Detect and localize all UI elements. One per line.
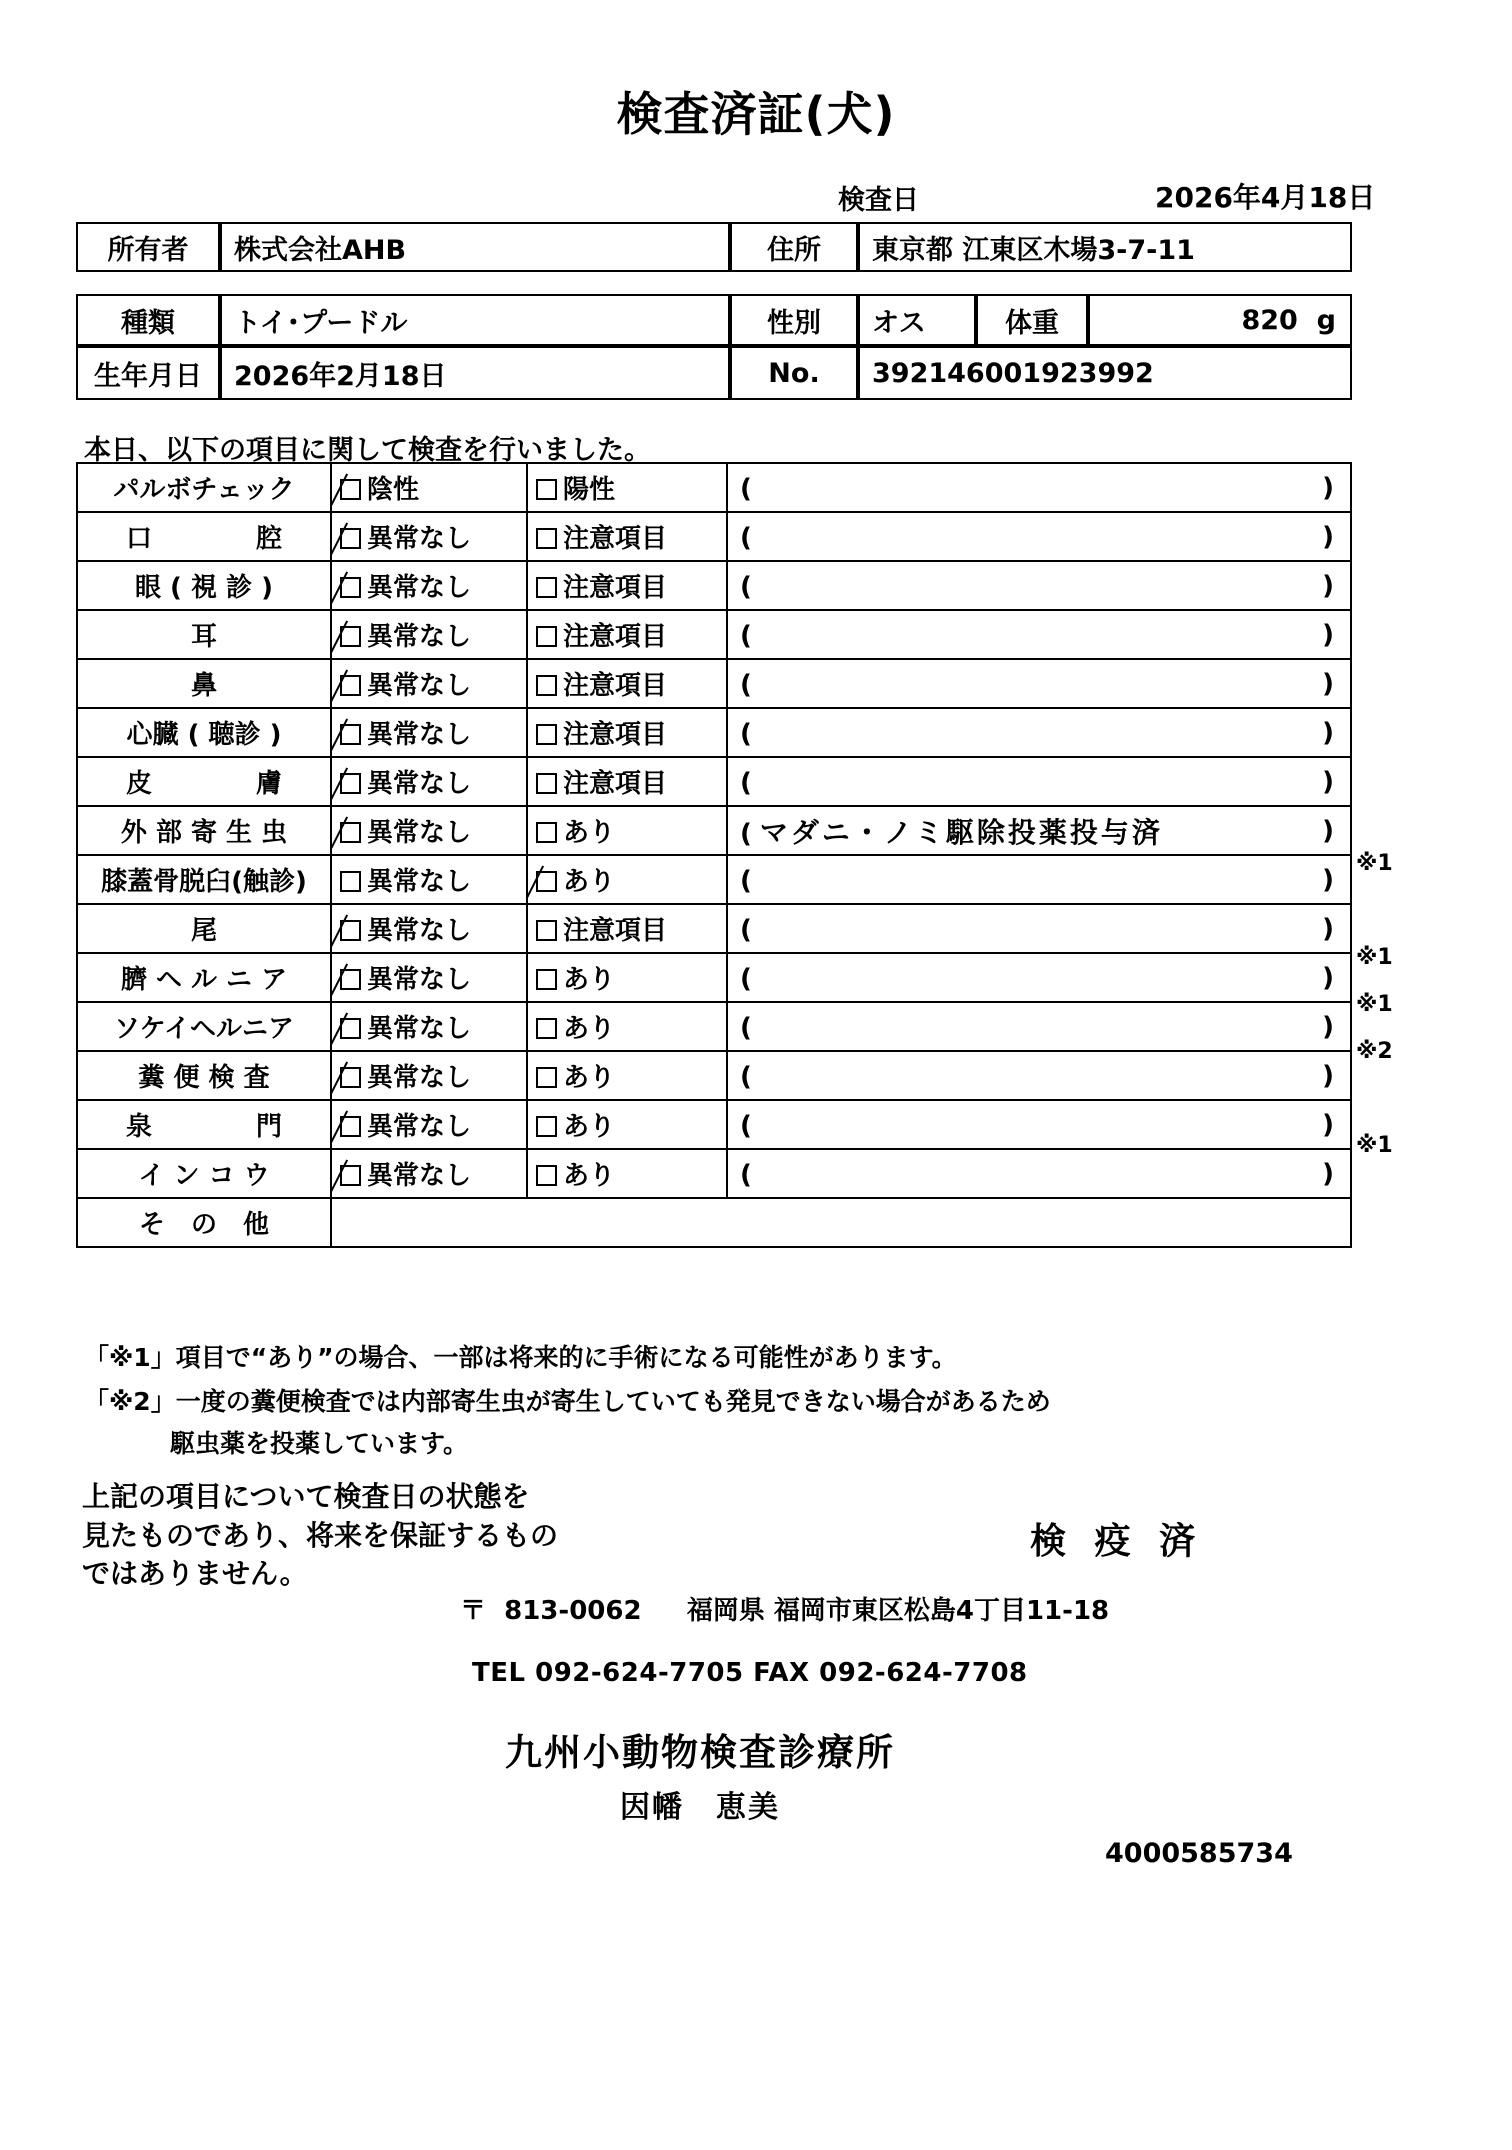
exam-option-secondary[interactable] (527, 708, 727, 757)
exam-option-primary[interactable] (331, 855, 527, 904)
exam-note-cell[interactable] (727, 806, 1351, 855)
paren-open: ( (740, 474, 752, 504)
exam-note-cell[interactable] (727, 708, 1351, 757)
option-label: 異常なし (367, 818, 472, 848)
paren-open: ( (740, 523, 752, 553)
exam-footnote-mark: ※1 (1356, 992, 1393, 1017)
table-row (77, 1100, 1351, 1149)
exam-item-label: 臍 ヘ ル ニ ア (77, 953, 331, 1002)
exam-other-label: そ の 他 (77, 1198, 331, 1247)
clinic-telfax: TEL 092-624-7705 FAX 092-624-7708 (472, 1658, 1028, 1688)
exam-item-label: イ ン コ ウ (77, 1149, 331, 1198)
checkbox-icon[interactable] (536, 773, 557, 794)
checkbox-checked-icon[interactable] (340, 626, 361, 647)
exam-option-secondary[interactable] (527, 463, 727, 512)
intro-text: 本日、以下の項目に関して検査を行いました。 (84, 435, 651, 466)
exam-option-primary[interactable] (331, 561, 527, 610)
table-row (77, 512, 1351, 561)
exam-note-cell[interactable] (727, 855, 1351, 904)
exam-option-secondary[interactable] (527, 855, 727, 904)
exam-note-cell[interactable] (727, 953, 1351, 1002)
paren-close: ) (1322, 815, 1334, 846)
exam-item-label: 眼 ( 視 診 ) (77, 561, 331, 610)
option-label: 異常なし (367, 524, 472, 554)
exam-option-primary[interactable] (331, 1002, 527, 1051)
table-row (77, 561, 1351, 610)
paren-close: ) (1322, 962, 1334, 993)
checkbox-checked-icon[interactable] (340, 675, 361, 696)
clinic-postal-code: 813-0062 (504, 1596, 642, 1626)
exam-note-cell[interactable] (727, 1002, 1351, 1051)
inspection-date-value: 2026年4月18日 (1155, 181, 1376, 214)
exam-note-cell[interactable] (727, 561, 1351, 610)
table-row (77, 1149, 1351, 1198)
exam-option-primary[interactable] (331, 708, 527, 757)
exam-option-secondary[interactable] (527, 610, 727, 659)
paren-open: ( (740, 915, 752, 945)
paren-close: ) (1322, 1060, 1334, 1091)
clinic-name: 九州小動物検査診療所 (505, 1731, 895, 1774)
owner-label: 所有者 (76, 222, 220, 272)
option-label: 注意項目 (563, 524, 668, 554)
paren-open: ( (740, 866, 752, 896)
checkbox-checked-icon[interactable] (340, 528, 361, 549)
option-label: 注意項目 (563, 769, 668, 799)
paren-close: ) (1322, 619, 1334, 650)
exam-item-label: 尾 (77, 904, 331, 953)
option-label: 異常なし (367, 720, 472, 750)
exam-option-primary[interactable] (331, 659, 527, 708)
paren-open: ( (740, 621, 752, 651)
option-label: 注意項目 (563, 916, 668, 946)
option-label: 異常なし (367, 671, 472, 701)
option-label: あり (563, 1063, 616, 1093)
checkbox-icon[interactable] (536, 1067, 557, 1088)
option-label: 異常なし (367, 867, 472, 897)
clinic-address-text: 福岡県 福岡市東区松島4丁目11-18 (686, 1596, 1110, 1626)
paren-close: ) (1322, 864, 1334, 895)
paren-close: ) (1322, 913, 1334, 944)
exam-option-primary[interactable] (331, 1149, 527, 1198)
address-value: 東京都 江東区木場3-7-11 (858, 222, 1352, 272)
exam-item-label: 膝蓋骨脱臼(触診) (77, 855, 331, 904)
exam-note-cell[interactable] (727, 463, 1351, 512)
no-label: No. (730, 346, 858, 400)
serial-number: 4000585734 (1105, 1838, 1293, 1869)
checkbox-icon[interactable] (536, 479, 557, 500)
exam-option-primary[interactable] (331, 610, 527, 659)
checkbox-icon[interactable] (536, 969, 557, 990)
exam-item-label: パルボチェック (77, 463, 331, 512)
inspection-date-label: 検査日 (838, 185, 919, 216)
owner-value: 株式会社AHB (220, 222, 730, 272)
postal-mark-icon: 〒 (460, 1596, 487, 1626)
table-row (77, 1051, 1351, 1100)
checkbox-icon[interactable] (536, 675, 557, 696)
footnote-1: 「※1」項目で“あり”の場合、一部は将来的に手術になる可能性があります。 (84, 1343, 957, 1372)
table-row (77, 610, 1351, 659)
checkbox-checked-icon[interactable] (340, 920, 361, 941)
table-row (77, 1002, 1351, 1051)
checkbox-icon[interactable] (340, 871, 361, 892)
exam-option-secondary[interactable] (527, 1051, 727, 1100)
exam-note-cell[interactable] (727, 512, 1351, 561)
page-title: 検査済証(犬) (616, 87, 896, 141)
exam-item-label: 泉 門 (77, 1100, 331, 1149)
exam-item-label: 心臓 ( 聴診 ) (77, 708, 331, 757)
weight-value-cell (1088, 294, 1352, 346)
exam-item-label: 外 部 寄 生 虫 (77, 806, 331, 855)
option-label: 陽性 (563, 475, 616, 505)
exam-note-cell[interactable] (727, 610, 1351, 659)
exam-item-label: 口 腔 (77, 512, 331, 561)
checkbox-checked-icon[interactable] (340, 1116, 361, 1137)
birth-label: 生年月日 (76, 346, 220, 400)
option-label: 注意項目 (563, 573, 668, 603)
option-label: 注意項目 (563, 622, 668, 652)
disclaimer-line-1: 上記の項目について検査日の状態を (82, 1480, 530, 1513)
checkbox-icon[interactable] (536, 528, 557, 549)
paren-close: ) (1322, 1109, 1334, 1140)
exam-item-label: 皮 膚 (77, 757, 331, 806)
no-value: 392146001923992 (858, 346, 1352, 400)
option-label: 陰性 (367, 475, 420, 505)
option-label: 異常なし (367, 916, 472, 946)
exam-footnote-mark: ※1 (1356, 1133, 1393, 1158)
table-row (77, 953, 1351, 1002)
paren-open: ( (740, 818, 752, 849)
paren-close: ) (1322, 521, 1334, 552)
paren-open: ( (740, 768, 752, 798)
exam-option-secondary[interactable] (527, 1002, 727, 1051)
checkbox-icon[interactable] (536, 822, 557, 843)
paren-open: ( (740, 1160, 752, 1190)
option-label: 異常なし (367, 622, 472, 652)
exam-note-cell[interactable] (727, 904, 1351, 953)
weight-label: 体重 (976, 294, 1088, 346)
table-row (77, 463, 1351, 512)
exam-option-primary[interactable] (331, 512, 527, 561)
option-label: 注意項目 (563, 720, 668, 750)
exam-option-primary[interactable] (331, 1100, 527, 1149)
exam-note-cell[interactable] (727, 757, 1351, 806)
exam-option-secondary[interactable] (527, 1149, 727, 1198)
table-row (77, 757, 1351, 806)
paren-open: ( (740, 572, 752, 602)
clinic-address (460, 1590, 1109, 1627)
checkbox-checked-icon[interactable] (340, 1018, 361, 1039)
option-label: あり (563, 1014, 616, 1044)
exam-item-label: 耳 (77, 610, 331, 659)
checkbox-icon[interactable] (536, 1165, 557, 1186)
checkbox-checked-icon[interactable] (340, 822, 361, 843)
exam-item-label: 鼻 (77, 659, 331, 708)
paren-open: ( (740, 964, 752, 994)
checkbox-checked-icon[interactable] (340, 479, 361, 500)
exam-option-primary[interactable] (331, 953, 527, 1002)
paren-open: ( (740, 670, 752, 700)
exam-note-cell[interactable] (727, 659, 1351, 708)
exam-option-primary[interactable] (331, 757, 527, 806)
checkbox-icon[interactable] (536, 577, 557, 598)
option-label: あり (563, 818, 616, 848)
footnote-2: 「※2」一度の糞便検査では内部寄生虫が寄生していても発見できない場合があるため (84, 1387, 1051, 1416)
exam-footnote-mark: ※1 (1356, 851, 1393, 876)
exam-option-secondary[interactable] (527, 512, 727, 561)
option-label: 異常なし (367, 1063, 472, 1093)
option-label: 異常なし (367, 1161, 472, 1191)
disclaimer-line-3: ではありません。 (82, 1557, 308, 1591)
exam-note-cell[interactable] (727, 1149, 1351, 1198)
table-row (77, 708, 1351, 757)
sex-value: オス (858, 294, 976, 346)
exam-option-secondary[interactable] (527, 1100, 727, 1149)
option-label: 異常なし (367, 1112, 472, 1142)
checkbox-checked-icon[interactable] (340, 1067, 361, 1088)
exam-option-secondary[interactable] (527, 561, 727, 610)
breed-label: 種類 (76, 294, 220, 346)
checkbox-checked-icon[interactable] (340, 1165, 361, 1186)
exam-option-secondary[interactable] (527, 659, 727, 708)
table-row (77, 659, 1351, 708)
table-row-other (77, 1198, 1351, 1247)
table-row (77, 855, 1351, 904)
disclaimer-line-2: 見たものであり、将来を保証するもの (82, 1518, 559, 1552)
exam-other-value[interactable] (331, 1198, 1351, 1247)
exam-option-primary[interactable] (331, 1051, 527, 1100)
option-label: 異常なし (367, 965, 472, 995)
weight-unit: g (1316, 304, 1336, 336)
exam-option-secondary[interactable] (527, 953, 727, 1002)
exam-table (76, 462, 1352, 1248)
breed-value: トイ･プードル (220, 294, 730, 346)
paren-open: ( (740, 1062, 752, 1092)
checkbox-icon[interactable] (536, 626, 557, 647)
option-label: 異常なし (367, 1014, 472, 1044)
exam-option-secondary[interactable] (527, 757, 727, 806)
exam-note-text: マダニ・ノミ駆除投薬投与済 (759, 815, 1163, 849)
quarantine-stamp: 検 疫 済 (1030, 1521, 1204, 1562)
paren-close: ) (1322, 668, 1334, 699)
option-label: あり (563, 1112, 616, 1142)
checkbox-icon[interactable] (536, 1116, 557, 1137)
table-row (77, 904, 1351, 953)
checkbox-checked-icon[interactable] (340, 577, 361, 598)
birth-value: 2026年2月18日 (220, 346, 730, 400)
weight-value: 820 (1241, 304, 1298, 336)
disclaimer-block (82, 1478, 558, 1594)
checkbox-checked-icon[interactable] (340, 969, 361, 990)
exam-option-secondary[interactable] (527, 904, 727, 953)
paren-close: ) (1322, 766, 1334, 797)
checkbox-checked-icon[interactable] (536, 871, 557, 892)
exam-item-label: 糞 便 検 査 (77, 1051, 331, 1100)
checkbox-icon[interactable] (536, 1018, 557, 1039)
option-label: あり (563, 867, 616, 897)
paren-open: ( (740, 719, 752, 749)
checkbox-checked-icon[interactable] (340, 724, 361, 745)
paren-open: ( (740, 1111, 752, 1141)
checkbox-checked-icon[interactable] (340, 773, 361, 794)
exam-option-primary[interactable] (331, 463, 527, 512)
exam-option-primary[interactable] (331, 904, 527, 953)
exam-item-label: ソケイヘルニア (77, 1002, 331, 1051)
paren-close: ) (1322, 1158, 1334, 1189)
exam-footnote-mark: ※1 (1356, 945, 1393, 970)
paren-open: ( (740, 1013, 752, 1043)
paren-close: ) (1322, 717, 1334, 748)
exam-note-cell[interactable] (727, 1051, 1351, 1100)
exam-footnote-mark: ※2 (1356, 1039, 1393, 1064)
option-label: 異常なし (367, 769, 472, 799)
exam-option-primary[interactable] (331, 806, 527, 855)
exam-option-secondary[interactable] (527, 806, 727, 855)
checkbox-icon[interactable] (536, 920, 557, 941)
exam-note-cell[interactable] (727, 1100, 1351, 1149)
option-label: あり (563, 965, 616, 995)
sex-label: 性別 (730, 294, 858, 346)
option-label: あり (563, 1161, 616, 1191)
checkbox-icon[interactable] (536, 724, 557, 745)
paren-close: ) (1322, 472, 1334, 503)
option-label: 異常なし (367, 573, 472, 603)
table-row (77, 806, 1351, 855)
paren-close: ) (1322, 1011, 1334, 1042)
paren-close: ) (1322, 570, 1334, 601)
address-label: 住所 (730, 222, 858, 272)
footnote-3: 駆虫薬を投薬しています。 (170, 1429, 469, 1458)
option-label: 注意項目 (563, 671, 668, 701)
veterinarian-name: 因幡 恵美 (620, 1790, 780, 1825)
